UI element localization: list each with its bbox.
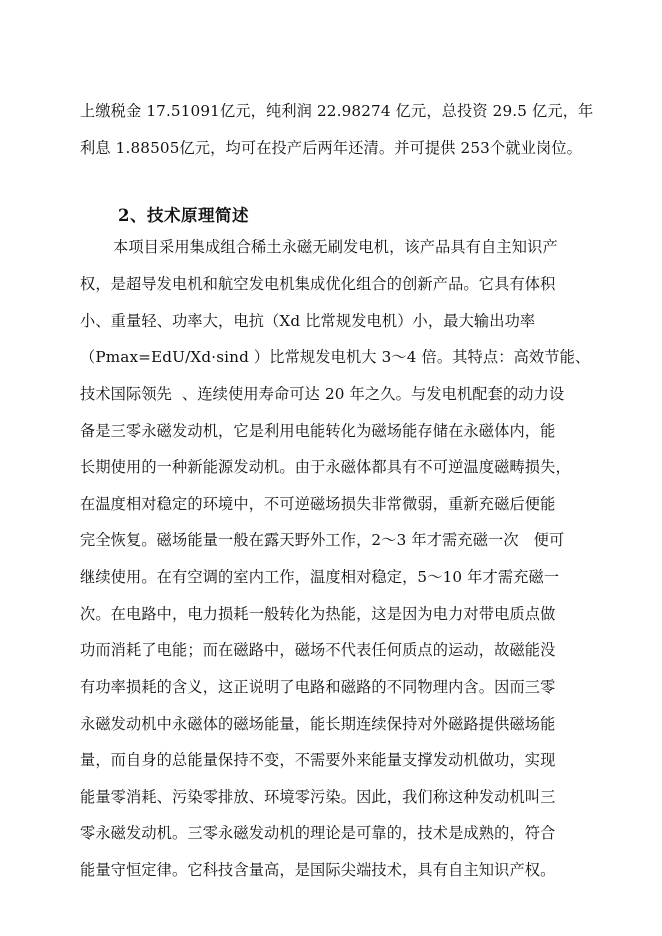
body-line-10: 继续使用。在有空调的室内工作，温度相对稳定，5～10 年才需充磁一: [80, 568, 560, 586]
body-line-6: 备是三零永磁发动机，它是利用电能转化为磁场能存储在永磁体内，能: [80, 422, 556, 440]
body-line-4: （Pmax=EdU/Xd·sind ）比常规发电机大 3～4 倍。其特点：高效节能、: [80, 348, 591, 366]
body-line-14: 永磁发动机中永磁体的磁场能量，能长期连续保持对外磁路提供磁场能: [80, 715, 556, 733]
body-line-11: 次。在电路中，电力损耗一般转化为热能，这是因为电力对带电质点做: [80, 605, 556, 623]
body-line-12: 功而消耗了电能；而在磁路中，磁场不代表任何质点的运动，故磁能没: [80, 641, 556, 659]
body-line-13: 有功率损耗的含义，这正说明了电路和磁路的不同物理内含。因而三零: [80, 678, 556, 696]
body-line-15: 量，而自身的总能量保持不变，不需要外来能量支撑发动机做功，实现: [80, 751, 556, 769]
section-heading: 2、技术原理简述: [118, 206, 249, 225]
intro-line-2: 利息 1.88505亿元，均可在投产后两年还清。并可提供 253个就业岗位。: [80, 139, 583, 157]
body-line-7: 长期使用的一种新能源发动机。由于永磁体都具有不可逆温度磁畴损失，: [80, 458, 571, 476]
body-line-1: 本项目采用集成组合稀土永磁无刷发电机，该产品具有自主知识产: [113, 238, 558, 256]
body-line-5: 技术国际领先 、连续使用寿命可达 20 年之久。与发电机配套的动力设: [80, 385, 565, 403]
intro-line-1: 上缴税金 17.51091亿元，纯利润 22.98274 亿元，总投资 29.5 亿元，年: [80, 102, 594, 120]
body-line-8: 在温度相对稳定的环境中，不可逆磁场损失非常微弱，重新充磁后便能: [80, 495, 556, 513]
body-line-3: 小、重量轻、功率大，电抗（Xd 比常规发电机）小，最大输出功率: [80, 312, 536, 330]
body-line-9: 完全恢复。磁场能量一般在露天野外工作，2～3 年才需充磁一次 便可: [80, 531, 565, 549]
body-line-2: 权，是超导发电机和航空发电机集成优化组合的创新产品。它具有体积: [80, 275, 556, 293]
body-line-18: 能量守恒定律。它科技含量高，是国际尖端技术，具有自主知识产权。: [80, 861, 556, 879]
body-line-17: 零永磁发动机。三零永磁发动机的理论是可靠的，技术是成熟的，符合: [80, 824, 556, 842]
body-line-16: 能量零消耗、污染零排放、环境零污染。因此，我们称这种发动机叫三: [80, 788, 556, 806]
